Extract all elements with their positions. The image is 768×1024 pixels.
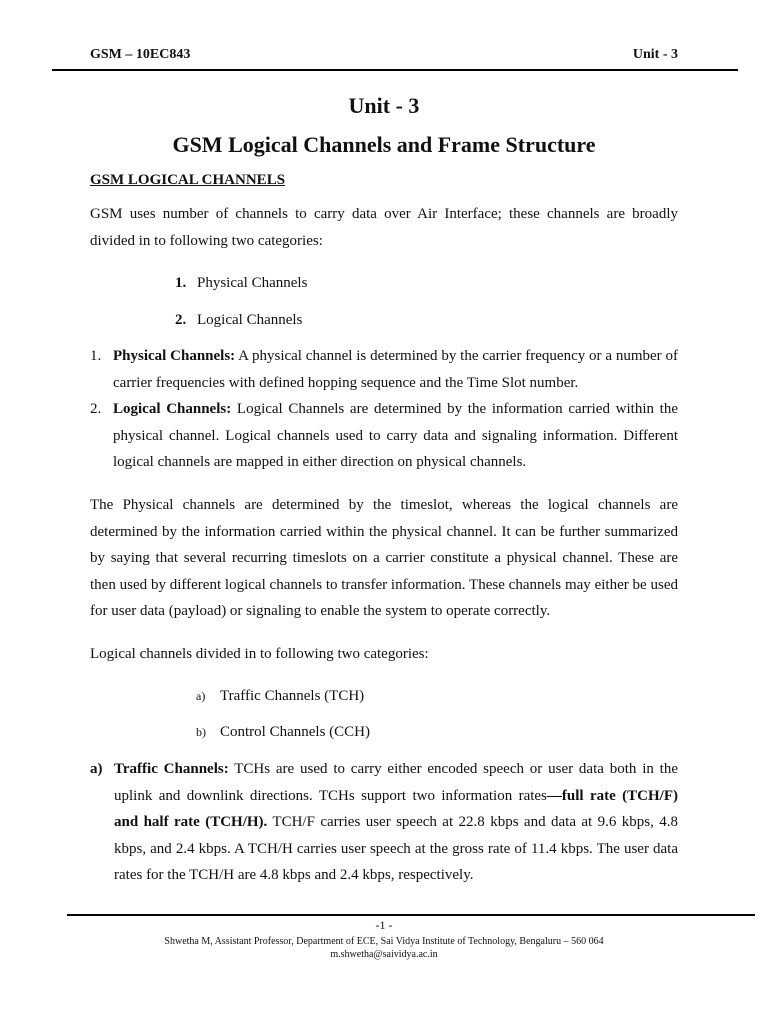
list-marker: b)	[196, 725, 206, 739]
list-number: 2.	[175, 312, 187, 328]
list-number: 1.	[175, 275, 187, 291]
list-label: Physical Channels	[197, 275, 308, 291]
list-label: Traffic Channels (TCH)	[220, 688, 365, 704]
traffic-rates: —full rate (TCH/F) and half rate (TCH/H).	[114, 787, 678, 831]
definition-number: 2.	[90, 401, 102, 417]
definition-text: Logical Channels are determined by the information carried within the physical channel. Logical channels used to carry data and signaling information. Different logical channels are mapped in either direction on physical channels.	[113, 401, 679, 471]
page-number: -1 -	[375, 918, 393, 932]
list-marker: a)	[196, 689, 206, 703]
definition-term: Logical Channels:	[113, 401, 232, 417]
traffic-term: Traffic Channels:	[114, 761, 229, 777]
traffic-marker: a)	[90, 761, 103, 777]
definition-text: A physical channel is determined by the carrier frequency or a number of carrier frequencies with defined hopping sequence and the Time Slot number.	[113, 348, 678, 391]
summary-paragraph: The Physical channels are determined by the timeslot, whereas the logical channels are determined by the information carried within the physical channel. It can be further summarized by saying that several recurring timeslots on a carrier constitute a physical channel. These are then used by different logical channels to transfer information. These channels may either be used for user data (payload) or signaling to enable the system to operate correctly.	[90, 497, 678, 620]
header-unit: Unit - 3	[632, 47, 678, 62]
page-title: GSM Logical Channels and Frame Structure	[172, 132, 596, 157]
intro-paragraph: GSM uses number of channels to carry data over Air Interface; these channels are broadly divided in to following two categories:	[90, 206, 678, 249]
definition-number: 1.	[90, 348, 102, 364]
header-divider	[52, 69, 738, 71]
list-label: Control Channels (CCH)	[220, 724, 370, 740]
header-course-code: GSM – 10EC843	[90, 47, 191, 62]
traffic-text-1: TCHs are used to carry either encoded speech or user data both in the uplink and downlink directions. TCHs support two information rates	[114, 761, 678, 804]
list-item	[196, 688, 364, 705]
list-item	[175, 275, 307, 292]
logical-intro: Logical channels divided in to following two categories:	[90, 646, 429, 662]
definition-logical	[90, 396, 678, 476]
section-heading: GSM LOGICAL CHANNELS	[90, 172, 286, 188]
list-item	[196, 724, 370, 741]
list-label: Logical Channels	[197, 312, 303, 328]
unit-title: Unit - 3	[348, 93, 420, 118]
list-item	[175, 312, 302, 329]
traffic-text-2: TCH/F carries user speech at 22.8 kbps and data at 9.6 kbps, 4.8 kbps, and 2.4 kbps. A TCH/H carries user speech at the gross rate of 11.4 kbps. The user data rates for the TCH/H are 4.8 kbps and 2.4 kbps, respectively.	[114, 814, 678, 884]
traffic-channels-paragraph	[90, 756, 678, 889]
footer-author: Shwetha M, Assistant Professor, Department of ECE, Sai Vidya Institute of Technology, Bengaluru – 560 064	[164, 936, 604, 947]
definition-physical	[90, 343, 678, 396]
definition-term: Physical Channels:	[113, 348, 236, 364]
footer-email: m.shwetha@saividya.ac.in	[330, 949, 438, 960]
footer-divider	[67, 914, 755, 916]
